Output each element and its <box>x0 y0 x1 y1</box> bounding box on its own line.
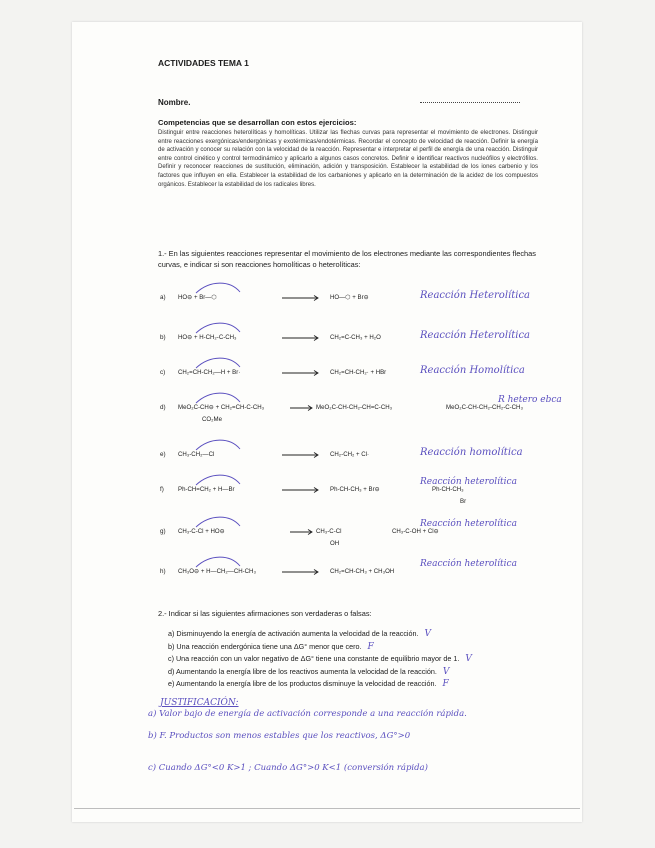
reaction-label: d) <box>160 404 166 411</box>
competencias-heading: Competencias que se desarrollan con estos ejercicios: <box>158 118 357 127</box>
reaction-answer: Reacción Homolítica <box>420 365 525 376</box>
justificacion-line-b: b) F. Productos son menos estables que los reactivos, ΔG°>0 <box>148 731 411 741</box>
option-a: a) Disminuyendo la energía de activación aumenta la velocidad de la reacción. V <box>168 629 432 639</box>
question-2-options <box>168 628 472 691</box>
reaction-products: CH₂=CH-CH₃ + CH₃OH <box>330 568 395 575</box>
justificacion-heading: JUSTIFICACIÓN: <box>160 698 239 708</box>
reaction-products-2: CH₃-C-OH + Cl⊖ <box>392 528 439 535</box>
mark-a: V <box>424 629 432 639</box>
page-title: ACTIVIDADES TEMA 1 <box>158 58 249 68</box>
reaction-answer: Reacción heterolítica <box>420 519 517 529</box>
reaction-reactants: HO⊖ + H-CH₂-C-CH₃ <box>178 334 237 341</box>
reaction-answer: R hetero ebca <box>498 395 562 405</box>
reaction-products-2: MeO₂C-CH-CH₂-CH₂-C-CH₃ <box>446 404 523 411</box>
mark-b: F <box>367 641 374 652</box>
electron-arrow <box>196 323 240 333</box>
reaction-substituent: Br <box>460 498 467 505</box>
electron-arrow <box>196 393 240 403</box>
reaction-answer: Reacción heterolítica <box>420 559 517 569</box>
mark-e: F <box>442 679 449 690</box>
electron-arrow <box>196 358 240 368</box>
question-1: 1.- En las siguientes reacciones representar el movimiento de los electrones mediante las correspondientes flechas curvas, e indicar si son reacciones homolíticas o heterolíticas: <box>158 249 536 269</box>
page-bottom-rule <box>74 808 580 809</box>
question-2: 2.- Indicar si las siguientes afirmaciones son verdaderas o falsas: <box>158 609 372 618</box>
reaction-label: g) <box>160 528 166 535</box>
reaction-reactants: CH₃O⊖ + H—CH₂—CH-CH₃ <box>178 568 256 575</box>
reaction-products-2: Ph-CH-CH₃ <box>432 486 464 493</box>
reaction-answer: Reacción homolítica <box>420 447 523 458</box>
reaction-reactants: CH₂=CH-CH₂—H + Br· <box>178 369 241 376</box>
electron-arrow <box>196 440 240 450</box>
option-e: e) Aumentando la energía libre de los productos disminuye la velocidad de reacción. F <box>168 679 449 690</box>
reaction-products: Ph-CH-CH₃ + Br⊖ <box>330 486 380 493</box>
reaction-products: CH₃-C-Cl <box>316 528 342 535</box>
mark-d: V <box>442 666 450 677</box>
reaction-answer: Reacción heterolítica <box>420 477 517 487</box>
reaction-products: MeO₂C-CH-CH₂-CH=C-CH₃ <box>316 404 393 411</box>
reaction-reactants: HO⊖ + Br—⬡ <box>178 294 217 301</box>
reaction-label: e) <box>160 451 166 458</box>
reaction-products: CH₂=CH-CH₂· + HBr <box>330 369 387 376</box>
option-b: b) Una reacción endergónica tiene una ΔG° menor que cero. F <box>168 641 374 652</box>
reaction-reactants: Ph-CH=CH₂ + H—Br <box>178 486 235 493</box>
reaction-reactants: MeO₂C-CH⊖ + CH₂=CH-C-CH₃ <box>178 404 265 411</box>
option-d: d) Aumentando la energía libre de los reactivos aumenta la velocidad de la reacción. V <box>168 666 450 677</box>
reaction-label: h) <box>160 568 166 575</box>
reaction-substituent: OH <box>330 540 340 547</box>
reaction-reactants: CH₃-C-Cl + HO⊖ <box>178 528 225 535</box>
electron-arrow <box>196 283 240 293</box>
option-c: c) Una reacción con un valor negativo de ΔG° tiene una constante de equilibrio mayor de 1. V <box>168 654 472 665</box>
reaction-products: HO—⬡ + Br⊖ <box>330 294 369 301</box>
justificacion-line-c: c) Cuando ΔG°<0 K>1 ; Cuando ΔG°>0 K<1 (conversión rápida) <box>148 763 428 773</box>
reaction-label: f) <box>160 486 164 493</box>
reaction-label: b) <box>160 334 166 341</box>
competencias-text: Distinguir entre reacciones heterolíticas y homolíticas. Utilizar las flechas curvas para representar el movimiento de electrones. Distinguir entre reacciones exergónicas/endergónicas y exotérmicas/endotérmicas. Recordar el concepto de velocidad de reacción. Definir la energía de activación y conocer su relación con la velocidad de la reacción. Representar e interpretar el perfil de energía de una reacción. Distinguir entre control cinético y control termodinámico y aplicarlo a algunos casos concretos. Definir e identificar reactivos nucleófilos y electrófilos. Definir y reconocer reacciones de sustitución, eliminación, adición y transposición. Establecer la estabilidad de los iones carbenio y los factores que influyen en ella. Establecer la estabilidad de los carbaniones y aplicarlo en la determinación de la acidez de los compuestos orgánicos. Establecer la estabilidad de los radicales libres. <box>158 129 538 188</box>
reaction-products: CH₂=C-CH₃ + H₂O <box>330 334 381 341</box>
reaction-answer: Reacción Heterolítica <box>420 290 530 301</box>
reaction-answer: Reacción Heterolítica <box>420 330 530 341</box>
nombre-label: Nombre. <box>158 98 191 107</box>
mark-c: V <box>465 654 472 665</box>
reaction-label: a) <box>160 294 166 301</box>
reaction-substituent: CO₂Me <box>202 416 222 423</box>
electron-arrow <box>196 475 240 485</box>
electron-arrow <box>196 517 240 527</box>
reaction-reactants: CH₃-CH₂—Cl <box>178 451 215 458</box>
reaction-label: c) <box>160 369 166 376</box>
justificacion-line-a: a) Valor bajo de energía de activación corresponde a una reacción rápida. <box>148 709 467 719</box>
electron-arrow <box>196 557 240 567</box>
reaction-products: CH₂-CH₂ + Cl· <box>330 451 370 458</box>
